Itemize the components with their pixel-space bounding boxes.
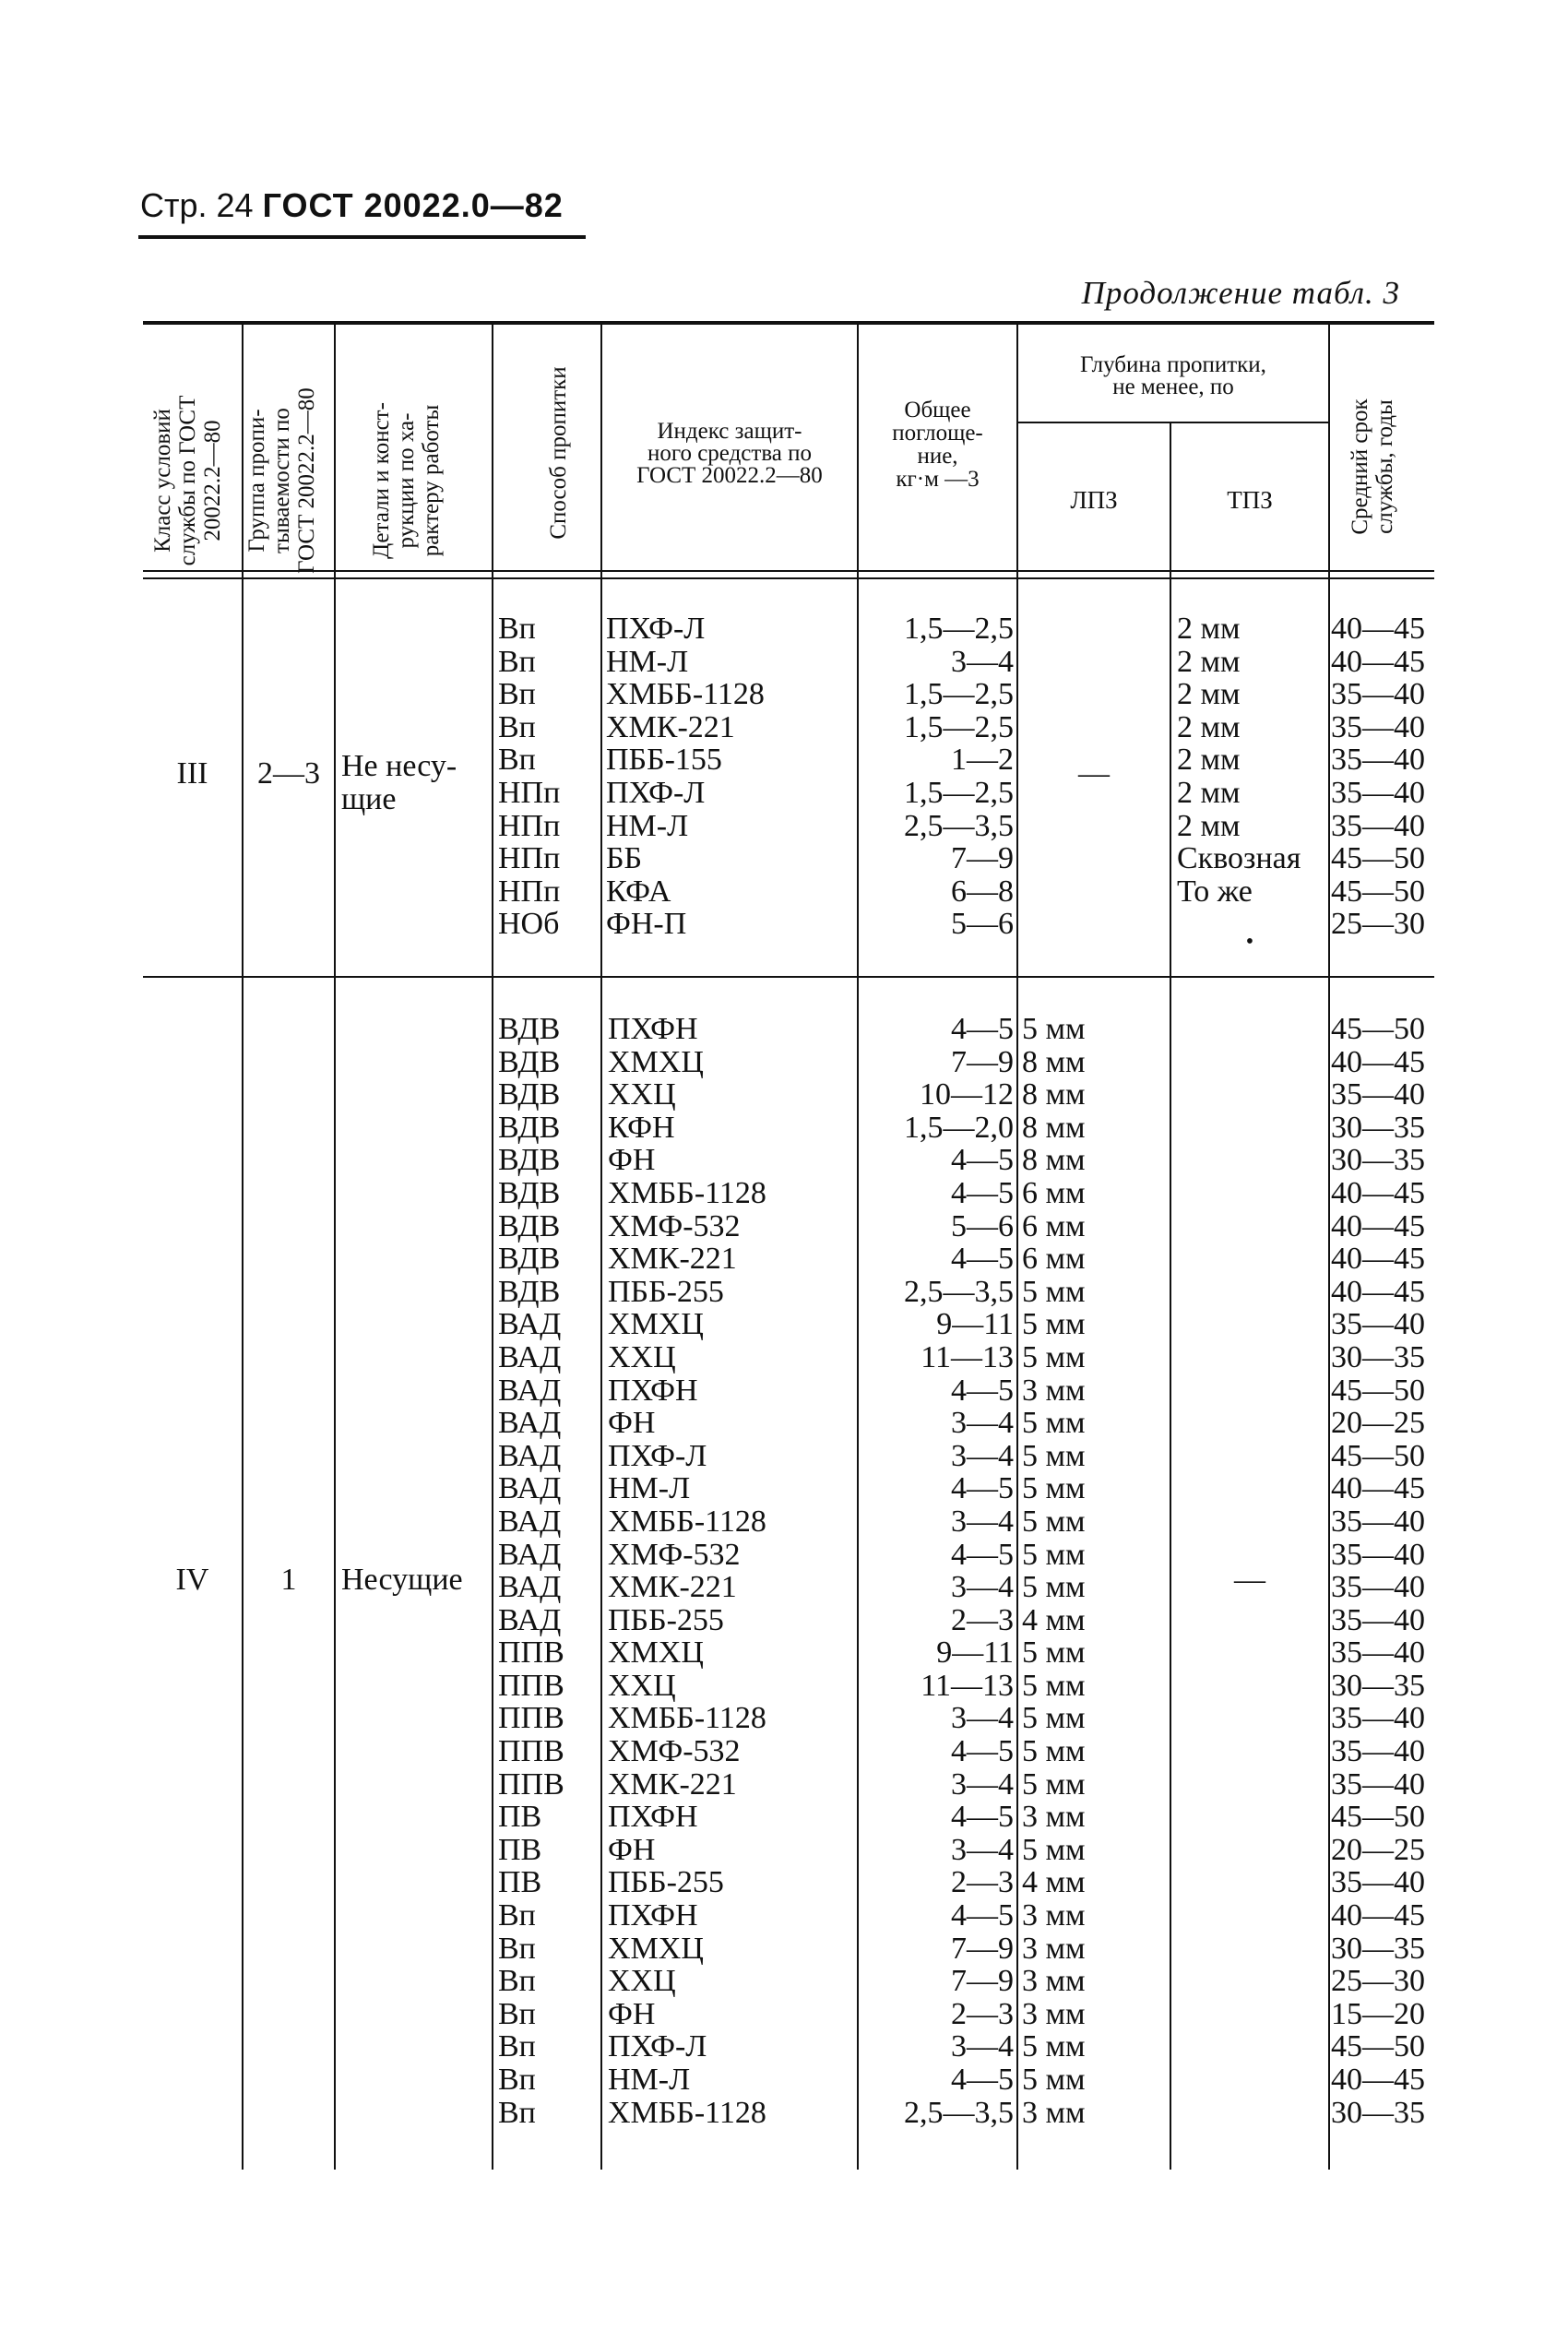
column-divider [242, 325, 244, 2170]
method-cell: НПп [498, 874, 561, 909]
life-cell: 35—40 [1331, 1077, 1425, 1112]
method-cell: ВДВ [498, 1044, 561, 1079]
absorption-cell: 7—9 [951, 1044, 1014, 1079]
index-cell: ББ [606, 841, 643, 876]
method-cell: Вп [498, 743, 536, 778]
lpz-cell: 3 мм [1022, 1964, 1086, 1999]
index-cell: ХМХЦ [608, 1044, 704, 1079]
index-cell: ХМХЦ [608, 1635, 704, 1671]
life-cell: 45—50 [1331, 841, 1425, 876]
tpz-cell: 2 мм [1177, 775, 1241, 810]
lpz-cell: 6 мм [1022, 1208, 1086, 1243]
absorption-cell: 3—4 [951, 2029, 1014, 2064]
life-cell: 35—40 [1331, 1602, 1425, 1637]
index-cell: ФН [608, 1143, 656, 1178]
index-cell: ХХЦ [608, 1339, 676, 1374]
index-cell: ХМФ-532 [608, 1208, 741, 1243]
lpz-cell: 5 мм [1022, 1701, 1086, 1736]
index-cell: НМ-Л [608, 2063, 691, 2097]
absorption-cell: 1,5—2,5 [904, 709, 1014, 744]
life-cell: 30—35 [1331, 1668, 1425, 1703]
life-cell: 30—35 [1331, 1143, 1425, 1178]
lpz-cell: 5 мм [1022, 1471, 1086, 1506]
life-cell: 20—25 [1331, 1832, 1425, 1867]
absorption-cell: 9—11 [936, 1635, 1014, 1671]
index-cell: ПББ-255 [608, 1865, 724, 1900]
absorption-cell: 3—4 [951, 644, 1014, 679]
tpz-cell: 2 мм [1177, 644, 1241, 679]
absorption-cell: 4—5 [951, 1242, 1014, 1277]
method-cell: ВДВ [498, 1077, 561, 1112]
method-cell: ПВ [498, 1800, 542, 1835]
column-divider [1170, 423, 1171, 2170]
life-cell: 35—40 [1331, 1307, 1425, 1342]
method-cell: ВАД [498, 1537, 562, 1572]
method-cell: ВАД [498, 1504, 562, 1539]
absorption-cell: 2—3 [951, 1865, 1014, 1900]
index-cell: ХМББ-1128 [608, 1504, 766, 1539]
block2-life-column [1331, 1013, 1434, 2129]
life-cell: 35—40 [1331, 1570, 1425, 1605]
life-cell: 15—20 [1331, 1996, 1425, 2031]
block1-parts: Не несу- щие [341, 749, 457, 816]
absorption-cell: 5—6 [951, 907, 1014, 942]
tpz-cell: 2 мм [1177, 709, 1241, 744]
header-method: Способ пропитки [546, 366, 571, 540]
index-cell: ХХЦ [608, 1668, 676, 1703]
method-cell: Вп [498, 1898, 536, 1933]
method-cell: ВАД [498, 1307, 562, 1342]
index-cell: ПББ-155 [606, 743, 722, 778]
column-divider [1328, 325, 1330, 2170]
table-top-rule [143, 321, 1434, 325]
block1-lpz: — [1078, 756, 1110, 791]
method-cell: ППВ [498, 1635, 564, 1671]
index-cell: ХМББ-1128 [608, 2095, 766, 2130]
index-cell: ПХФ-Л [606, 775, 706, 810]
header-depth: Глубина пропитки, не менее, по [1080, 352, 1266, 399]
method-cell: ВАД [498, 1570, 562, 1605]
lpz-cell: 8 мм [1022, 1044, 1086, 1079]
method-cell: ВДВ [498, 1242, 561, 1277]
absorption-cell: 4—5 [951, 1898, 1014, 1933]
index-cell: ХМББ-1128 [606, 677, 765, 712]
lpz-cell: 5 мм [1022, 1668, 1086, 1703]
life-cell: 40—45 [1331, 2063, 1425, 2097]
table-continuation-label: Продолжение табл. 3 [1081, 275, 1400, 311]
method-cell: ВДВ [498, 1143, 561, 1178]
absorption-cell: 3—4 [951, 1504, 1014, 1539]
method-cell: Вп [498, 2095, 536, 2130]
life-cell: 35—40 [1331, 743, 1425, 778]
method-cell: ППВ [498, 1701, 564, 1736]
absorption-cell: 3—4 [951, 1438, 1014, 1473]
lpz-cell: 5 мм [1022, 1734, 1086, 1769]
header-life: Средний срок службы, годы [1348, 398, 1397, 535]
index-cell: ПХФН [608, 1373, 698, 1408]
index-cell: КФА [606, 874, 671, 909]
absorption-cell: 7—9 [951, 1964, 1014, 1999]
lpz-cell: 5 мм [1022, 1635, 1086, 1671]
absorption-cell: 3—4 [951, 1701, 1014, 1736]
absorption-cell: 3—4 [951, 1406, 1014, 1441]
depth-subheader-rule [1018, 422, 1328, 423]
absorption-cell: 2,5—3,5 [904, 808, 1014, 843]
lpz-cell: 5 мм [1022, 1766, 1086, 1802]
tpz-cell: 2 мм [1177, 808, 1241, 843]
absorption-cell: 1,5—2,5 [904, 775, 1014, 810]
index-cell: ХМФ-532 [608, 1537, 741, 1572]
lpz-cell: 3 мм [1022, 1996, 1086, 2031]
index-cell: ХМББ-1128 [608, 1175, 766, 1210]
life-cell: 45—50 [1331, 1012, 1425, 1046]
lpz-cell: 8 мм [1022, 1110, 1086, 1145]
index-cell: ПХФ-Л [608, 1438, 707, 1473]
index-cell: ПББ-255 [608, 1274, 724, 1309]
lpz-cell: 5 мм [1022, 1504, 1086, 1539]
life-cell: 35—40 [1331, 1537, 1425, 1572]
life-cell: 35—40 [1331, 709, 1425, 744]
header-index: Индекс защит- ного средства по ГОСТ 20022.2—80 [636, 419, 823, 488]
life-cell: 35—40 [1331, 1701, 1425, 1736]
lpz-cell: 5 мм [1022, 1537, 1086, 1572]
index-cell: ПХФ-Л [606, 612, 706, 646]
column-divider [1016, 325, 1018, 2170]
block1-life-column [1331, 612, 1434, 941]
header-group: Группа пропи- тываемости по ГОСТ 20022.2—80 [244, 387, 319, 574]
index-cell: КФН [608, 1110, 675, 1145]
life-cell: 45—50 [1331, 1438, 1425, 1473]
lpz-cell: 5 мм [1022, 1339, 1086, 1374]
absorption-cell: 1,5—2,0 [904, 1110, 1014, 1145]
index-cell: ХМХЦ [608, 1307, 704, 1342]
tpz-cell: 2 мм [1177, 743, 1241, 778]
absorption-cell: 1,5—2,5 [904, 612, 1014, 646]
index-cell: НМ-Л [606, 644, 689, 679]
absorption-cell: 4—5 [951, 1471, 1014, 1506]
block1-tpz-column [1177, 612, 1328, 941]
method-cell: Вп [498, 1996, 536, 2031]
block2-index-column [608, 1013, 855, 2129]
life-cell: 35—40 [1331, 808, 1425, 843]
method-cell: ППВ [498, 1734, 564, 1769]
block-separator-rule [143, 976, 1434, 978]
absorption-cell: 4—5 [951, 2063, 1014, 2097]
header-bottom-rule-1 [143, 570, 1434, 572]
tpz-cell: Сквозная [1177, 841, 1301, 876]
page-number: Стр. 24 [140, 186, 254, 224]
life-cell: 45—50 [1331, 874, 1425, 909]
life-cell: 20—25 [1331, 1406, 1425, 1441]
lpz-cell: 5 мм [1022, 1406, 1086, 1441]
method-cell: ВДВ [498, 1175, 561, 1210]
absorption-cell: 3—4 [951, 1766, 1014, 1802]
absorption-cell: 4—5 [951, 1143, 1014, 1178]
lpz-cell: 3 мм [1022, 1373, 1086, 1408]
absorption-cell: 11—13 [921, 1339, 1014, 1374]
absorption-cell: 7—9 [951, 841, 1014, 876]
method-cell: Вп [498, 612, 536, 646]
method-cell: ПВ [498, 1865, 542, 1900]
life-cell: 45—50 [1331, 1373, 1425, 1408]
method-cell: ПВ [498, 1832, 542, 1867]
index-cell: ПХФН [608, 1800, 698, 1835]
life-cell: 30—35 [1331, 1339, 1425, 1374]
method-cell: НПп [498, 775, 561, 810]
method-cell: ВАД [498, 1406, 562, 1441]
lpz-cell: 5 мм [1022, 2063, 1086, 2097]
lpz-cell: 5 мм [1022, 1438, 1086, 1473]
absorption-cell: 4—5 [951, 1537, 1014, 1572]
lpz-cell: 6 мм [1022, 1175, 1086, 1210]
method-cell: Вп [498, 2029, 536, 2064]
life-cell: 35—40 [1331, 1635, 1425, 1671]
index-cell: ФН-П [606, 907, 687, 942]
block2-lpz-column [1022, 1013, 1170, 2129]
block2-class: IV [175, 1563, 209, 1597]
life-cell: 35—40 [1331, 1766, 1425, 1802]
block1-mark: • [1245, 930, 1254, 954]
block1-absorption-column [859, 612, 1014, 941]
method-cell: ВАД [498, 1602, 562, 1637]
index-cell: ХХЦ [608, 1964, 676, 1999]
method-cell: ВАД [498, 1373, 562, 1408]
absorption-cell: 4—5 [951, 1800, 1014, 1835]
life-cell: 40—45 [1331, 1274, 1425, 1309]
absorption-cell: 4—5 [951, 1734, 1014, 1769]
method-cell: НОб [498, 907, 560, 942]
lpz-cell: 5 мм [1022, 1307, 1086, 1342]
tpz-cell: То же [1177, 874, 1253, 909]
life-cell: 35—40 [1331, 1865, 1425, 1900]
lpz-cell: 4 мм [1022, 1865, 1086, 1900]
lpz-cell: 5 мм [1022, 1832, 1086, 1867]
block1-index-column [606, 612, 855, 941]
method-cell: ППВ [498, 1766, 564, 1802]
lpz-cell: 3 мм [1022, 1898, 1086, 1933]
tpz-cell: 2 мм [1177, 677, 1241, 712]
absorption-cell: 4—5 [951, 1175, 1014, 1210]
lpz-cell: 4 мм [1022, 1602, 1086, 1637]
index-cell: ХМК-221 [608, 1570, 737, 1605]
index-cell: ФН [608, 1996, 656, 2031]
method-cell: ВАД [498, 1339, 562, 1374]
life-cell: 30—35 [1331, 2095, 1425, 2130]
lpz-cell: 5 мм [1022, 2029, 1086, 2064]
method-cell: ВДВ [498, 1012, 561, 1046]
absorption-cell: 2,5—3,5 [904, 2095, 1014, 2130]
absorption-cell: 6—8 [951, 874, 1014, 909]
block2-parts: Несущие [341, 1563, 463, 1597]
absorption-cell: 2—3 [951, 1602, 1014, 1637]
index-cell: ПББ-255 [608, 1602, 724, 1637]
life-cell: 40—45 [1331, 1175, 1425, 1210]
header-absorption: Общее поглоще- ние, кг·м —3 [892, 398, 983, 492]
absorption-cell: 1,5—2,5 [904, 677, 1014, 712]
absorption-cell: 11—13 [921, 1668, 1014, 1703]
absorption-cell: 2,5—3,5 [904, 1274, 1014, 1309]
method-cell: Вп [498, 677, 536, 712]
index-cell: ПХФН [608, 1898, 698, 1933]
block2-tpz: — [1234, 1563, 1265, 1597]
life-cell: 40—45 [1331, 1471, 1425, 1506]
tpz-cell [1177, 908, 1328, 941]
block1-group: 2—3 [257, 756, 320, 791]
life-cell: 35—40 [1331, 775, 1425, 810]
block1-method-column [498, 612, 600, 941]
lpz-cell: 3 мм [1022, 2095, 1086, 2130]
absorption-cell: 4—5 [951, 1012, 1014, 1046]
life-cell: 45—50 [1331, 2029, 1425, 2064]
method-cell: ВДВ [498, 1110, 561, 1145]
column-divider [600, 325, 602, 2170]
life-cell: 30—35 [1331, 1931, 1425, 1966]
column-divider [492, 325, 493, 2170]
method-cell: ППВ [498, 1668, 564, 1703]
lpz-cell: 3 мм [1022, 1931, 1086, 1966]
life-cell: 35—40 [1331, 1734, 1425, 1769]
absorption-cell: 1—2 [951, 743, 1014, 778]
life-cell: 40—45 [1331, 1898, 1425, 1933]
absorption-cell: 3—4 [951, 1570, 1014, 1605]
absorption-cell: 5—6 [951, 1208, 1014, 1243]
header-rule [138, 235, 586, 239]
method-cell: Вп [498, 1931, 536, 1966]
index-cell: ХМХЦ [608, 1931, 704, 1966]
lpz-cell: 8 мм [1022, 1143, 1086, 1178]
header-lpz: ЛПЗ [1070, 486, 1118, 514]
index-cell: ФН [608, 1832, 656, 1867]
method-cell: Вп [498, 2063, 536, 2097]
index-cell: ХМК-221 [606, 709, 735, 744]
method-cell: ВАД [498, 1471, 562, 1506]
block2-group: 1 [280, 1563, 297, 1597]
index-cell: ПХФН [608, 1012, 698, 1046]
absorption-cell: 9—11 [936, 1307, 1014, 1342]
page-header [140, 186, 564, 225]
life-cell: 40—45 [1331, 1208, 1425, 1243]
index-cell: НМ-Л [606, 808, 689, 843]
index-cell: ХМББ-1128 [608, 1701, 766, 1736]
index-cell: ХМК-221 [608, 1766, 737, 1802]
life-cell: 40—45 [1331, 1044, 1425, 1079]
life-cell: 40—45 [1331, 644, 1425, 679]
tpz-cell: 2 мм [1177, 612, 1241, 646]
lpz-cell: 5 мм [1022, 1570, 1086, 1605]
index-cell: ПХФ-Л [608, 2029, 707, 2064]
header-tpz: ТПЗ [1227, 486, 1273, 514]
method-cell: ВАД [498, 1438, 562, 1473]
lpz-cell: 8 мм [1022, 1077, 1086, 1112]
life-cell: 25—30 [1331, 1964, 1425, 1999]
absorption-cell: 10—12 [920, 1077, 1014, 1112]
block2-method-column [498, 1013, 600, 2129]
block2-absorption-column [859, 1013, 1014, 2129]
method-cell: ВДВ [498, 1274, 561, 1309]
absorption-cell: 3—4 [951, 1832, 1014, 1867]
lpz-cell: 5 мм [1022, 1012, 1086, 1046]
method-cell: Вп [498, 709, 536, 744]
method-cell: ВДВ [498, 1208, 561, 1243]
index-cell: ХМФ-532 [608, 1734, 741, 1769]
index-cell: ХХЦ [608, 1077, 676, 1112]
lpz-cell: 3 мм [1022, 1800, 1086, 1835]
standard-designation: ГОСТ 20022.0—82 [262, 186, 564, 224]
absorption-cell: 7—9 [951, 1931, 1014, 1966]
index-cell: НМ-Л [608, 1471, 691, 1506]
method-cell: НПп [498, 841, 561, 876]
index-cell: ФН [608, 1406, 656, 1441]
lpz-cell: 6 мм [1022, 1242, 1086, 1277]
life-cell: 35—40 [1331, 677, 1425, 712]
column-divider [334, 325, 336, 2170]
absorption-cell: 4—5 [951, 1373, 1014, 1408]
header-bottom-rule-2 [143, 577, 1434, 579]
life-cell: 40—45 [1331, 612, 1425, 646]
absorption-cell: 2—3 [951, 1996, 1014, 2031]
life-cell: 25—30 [1331, 907, 1425, 942]
method-cell: Вп [498, 1964, 536, 1999]
block1-class: III [176, 756, 208, 791]
header-class: Класс условий службы по ГОСТ 20022.2—80 [150, 395, 225, 566]
method-cell: НПп [498, 808, 561, 843]
lpz-cell: 5 мм [1022, 1274, 1086, 1309]
life-cell: 40—45 [1331, 1242, 1425, 1277]
method-cell: Вп [498, 644, 536, 679]
header-parts: Детали и конст- рукции по ха- рактеру работы [369, 402, 444, 559]
index-cell: ХМК-221 [608, 1242, 737, 1277]
life-cell: 45—50 [1331, 1800, 1425, 1835]
life-cell: 30—35 [1331, 1110, 1425, 1145]
life-cell: 35—40 [1331, 1504, 1425, 1539]
